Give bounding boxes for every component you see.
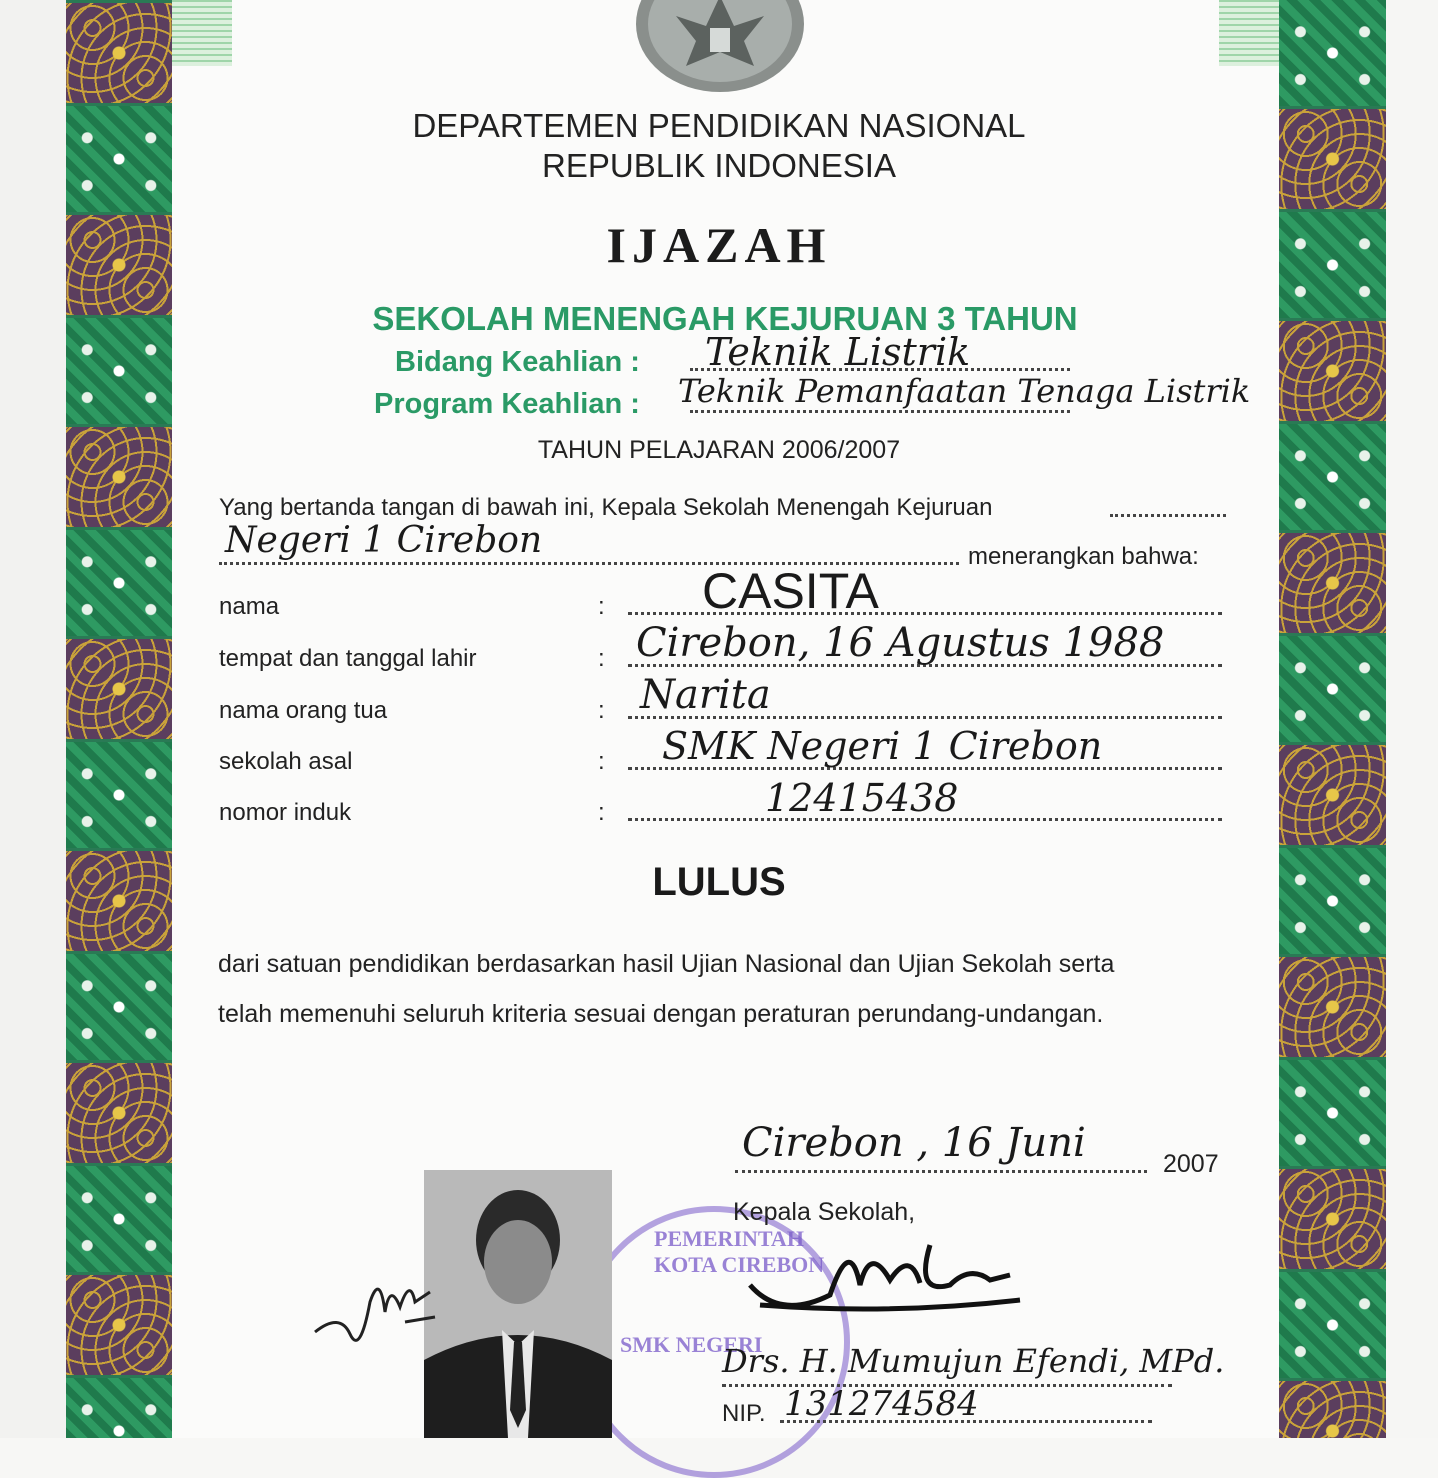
signature-year: 2007	[1163, 1150, 1219, 1178]
result-status: LULUS	[652, 860, 786, 904]
corner-ornament-right	[1219, 0, 1279, 66]
school-name-value: Negeri 1 Cirebon	[225, 520, 543, 561]
bidang-value: Teknik Listrik	[705, 330, 971, 374]
field-value-orang-tua: Narita	[640, 672, 771, 718]
student-signature-icon	[310, 1262, 440, 1362]
school-type: SEKOLAH MENENGAH KEJURUAN 3 TAHUN	[372, 300, 1078, 337]
field-value-nomor-induk: 12415438	[765, 776, 959, 820]
garuda-emblem-icon	[636, 0, 804, 94]
nip-label: NIP.	[722, 1400, 766, 1427]
field-label-sekolah-asal: sekolah asal	[219, 748, 353, 775]
intro-dotted-line	[1110, 514, 1226, 517]
nip-value: 131274584	[784, 1384, 979, 1424]
department-header	[0, 106, 1438, 186]
stamp-center-text: SMK NEGERI	[620, 1332, 763, 1357]
statement-intro: Yang bertanda tangan di bawah ini, Kepala Sekolah Menengah Kejuruan	[219, 494, 993, 521]
principal-name: Drs. H. Mumujun Efendi, MPd.	[722, 1342, 1225, 1380]
signature-role: Kepala Sekolah,	[733, 1198, 916, 1226]
field-label-ttl: tempat dan tanggal lahir	[219, 645, 477, 672]
field-label-orang-tua: nama orang tua	[219, 697, 388, 724]
principal-signature-icon	[740, 1225, 1040, 1325]
field-value-sekolah-asal: SMK Negeri 1 Cirebon	[662, 724, 1103, 768]
stamp-top-text: PEMERINTAH KOTA CIREBON	[654, 1226, 825, 1277]
dept-line-2: REPUBLIK INDONESIA	[542, 147, 896, 184]
nip-dotted-line	[780, 1420, 1152, 1423]
academic-year: TAHUN PELAJARAN 2006/2007	[537, 436, 901, 464]
program-value: Teknik Pemanfaatan Tenaga Listrik	[678, 372, 1251, 410]
corner-ornament-left	[172, 0, 232, 66]
document-title: IJAZAH	[606, 217, 832, 273]
program-dotted-line	[690, 410, 1070, 413]
bidang-label: Bidang Keahlian :	[395, 346, 640, 378]
field-label-nomor-induk: nomor induk	[219, 799, 352, 826]
result-text-line-2: telah memenuhi seluruh kriteria sesuai dengan peraturan perundang-undangan.	[218, 1000, 1104, 1028]
place-date-dotted-line	[735, 1170, 1147, 1173]
field-value-nama: CASITA	[702, 563, 879, 619]
statement-closing: menerangkan bahwa:	[968, 543, 1199, 570]
result-text-line-1: dari satuan pendidikan berdasarkan hasil Ujian Nasional dan Ujian Sekolah serta	[218, 950, 1115, 978]
student-photo	[424, 1170, 612, 1438]
field-value-ttl: Cirebon, 16 Agustus 1988	[636, 620, 1165, 666]
dept-line-1: DEPARTEMEN PENDIDIKAN NASIONAL	[412, 107, 1026, 144]
program-keahlian-row	[374, 388, 640, 421]
program-label: Program Keahlian :	[374, 388, 640, 420]
field-label-nama: nama	[219, 593, 280, 620]
bidang-keahlian-row	[395, 346, 640, 379]
signature-place-date: Cirebon , 16 Juni	[742, 1120, 1086, 1166]
